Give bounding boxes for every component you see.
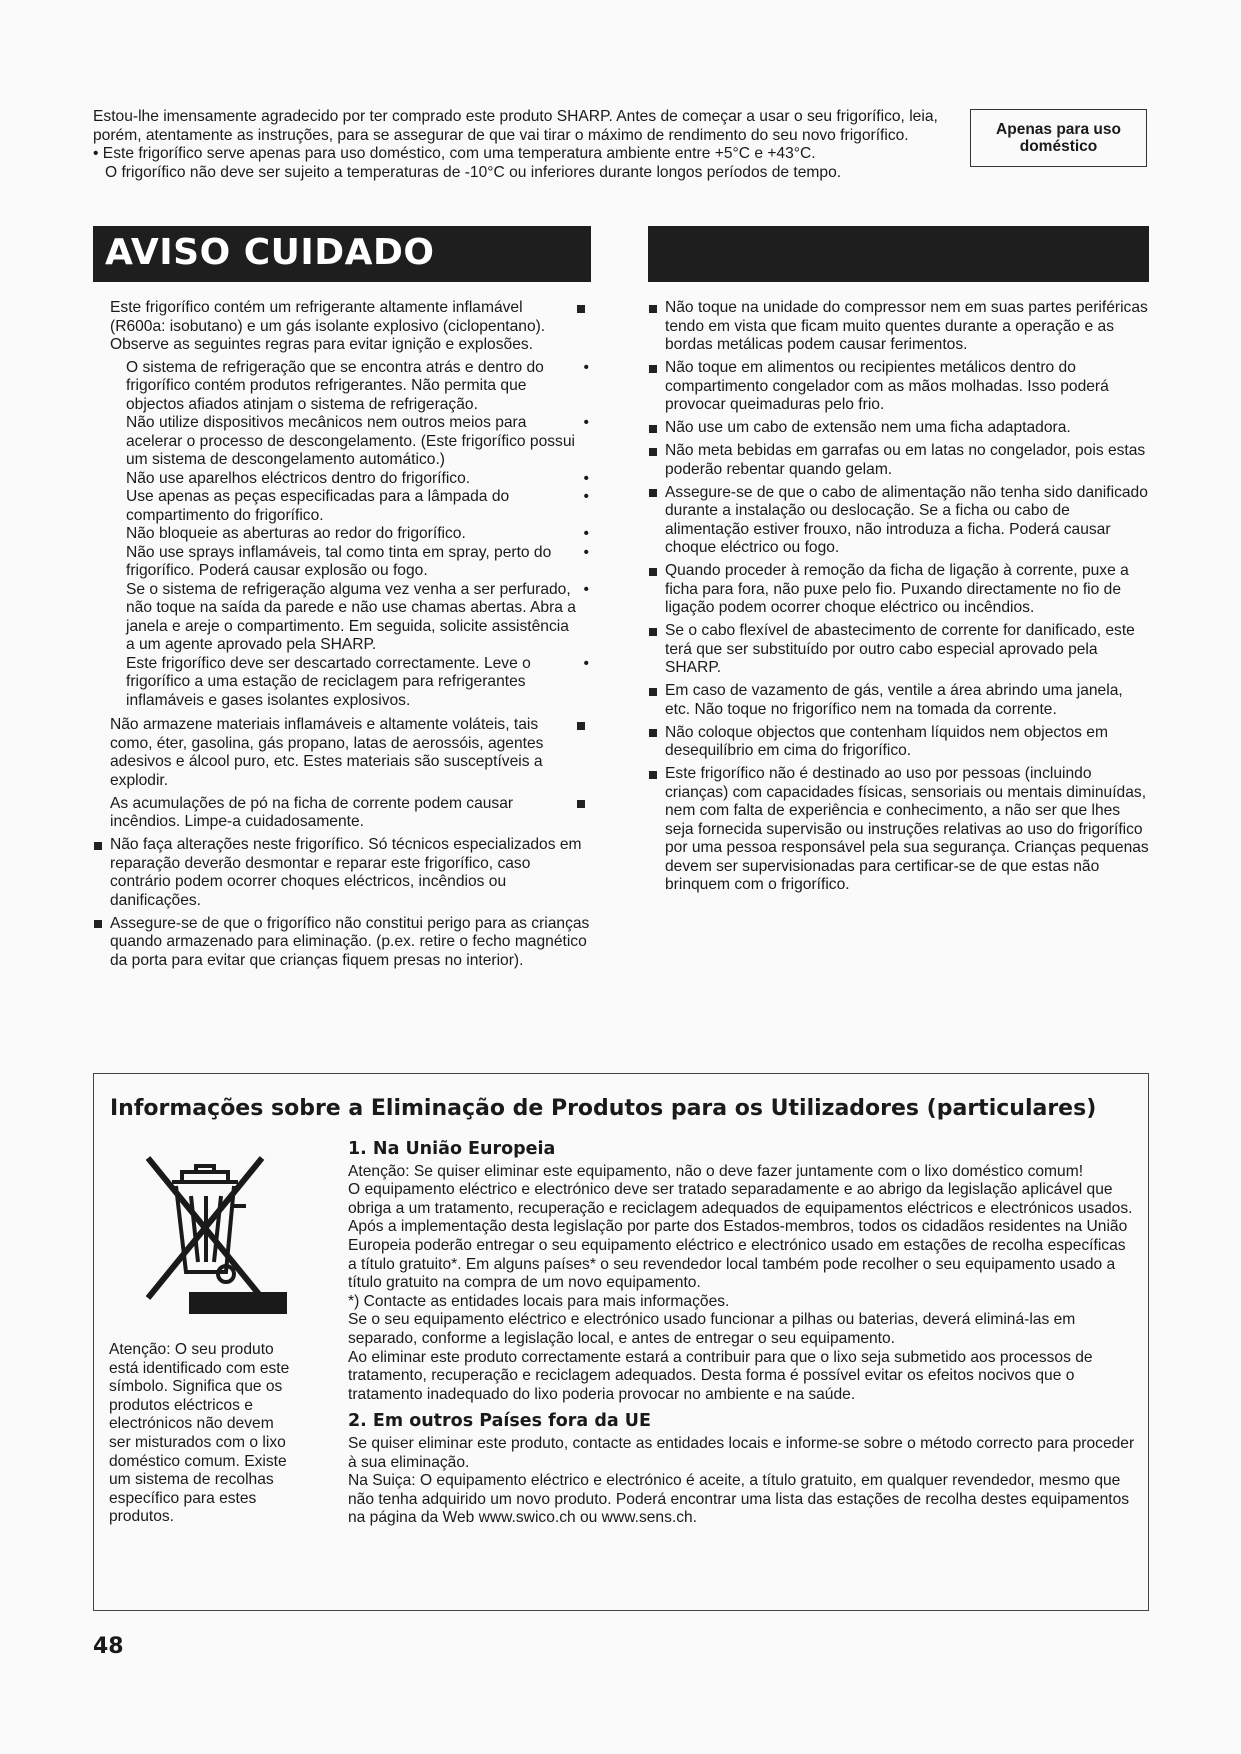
dot-bullet-icon: •: [583, 469, 589, 487]
list-item-text: Não use aparelhos eléctricos dentro do frigorífico.: [126, 469, 471, 487]
list-item-text: Não faça alterações neste frigorífico. Só técnicos especializados em reparação deverão desmontar e reparar este frigorífico, caso contrário podem ocorrer choques eléctricos, incêndios ou danificações.: [110, 836, 582, 909]
disposal-title: Informações sobre a Eliminação de Produtos para os Utilizadores (particulares): [110, 1096, 1097, 1121]
list-item-text: Não armazene materiais inflamáveis e altamente voláteis, tais como, éter, gasolina, gás propano, latas de aerossóis, agentes adesivos e álcool puro, etc. Estes materiais são susceptíveis a explodir.: [110, 716, 544, 789]
square-bullet-icon: [649, 489, 657, 497]
disposal-info-box: [93, 1073, 1149, 1611]
list-item: [648, 484, 1149, 558]
intro-bullet-line2: O frigorífico não deve ser sujeito a temperaturas de -10°C ou inferiores durante longos períodos de tempo.: [105, 163, 842, 181]
square-bullet-icon: [577, 305, 585, 313]
square-bullet-icon: [649, 365, 657, 373]
section1-paragraph: Após a implementação desta legislação por parte dos Estados-membros, todos os cidadãos residentes na União Europeia poderão entregar o seu equipamento eléctrico e electrónico usado em estações de recolha específicas a título gratuito*. Em alguns países* o seu revendedor local também pode recolher o seu equipamento usado a título gratuito na compra de um novo equipamento.: [348, 1218, 1128, 1292]
section1-paragraph: *) Contacte as entidades locais para mais informações.: [348, 1292, 730, 1310]
list-item: [93, 581, 591, 655]
list-item: [648, 682, 1149, 719]
list-item-text: Assegure-se de que o frigorífico não constitui perigo para as crianças quando armazenado para eliminação. (p.ex. retire o fecho magnético da porta para evitar que crianças fiquem presas no interior).: [110, 914, 590, 969]
list-item: [648, 442, 1149, 479]
list-item: [93, 414, 591, 470]
list-item: [93, 525, 591, 544]
list-item-text: O sistema de refrigeração que se encontra atrás e dentro do frigorífico contém produtos refrigerantes. Não permita que objectos afiados atinjam o sistema de refrigeração.: [126, 358, 544, 413]
refrigerant-warning-text: Este frigorífico contém um refrigerante altamente inflamável (R600a: isobutano) e um gás isolante explosivo (ciclopentano). Observe as seguintes regras para evitar ignição e explosões.: [110, 299, 546, 353]
square-bullet-icon: [649, 425, 657, 433]
list-item: [93, 836, 591, 910]
warning-right-column: [648, 299, 1149, 899]
square-bullet-icon: [649, 771, 657, 779]
list-item-text: Não utilize dispositivos mecânicos nem outros meios para acelerar o processo de descongelamento. (Este frigorífico possui um sistema de descongelamento automático.): [126, 414, 575, 468]
crossed-bin-svg: [134, 1146, 274, 1316]
list-item: [93, 655, 591, 711]
list-item-text: Não use um cabo de extensão nem uma ficha adaptadora.: [665, 419, 1071, 436]
disposal-main-text: [348, 1140, 1138, 1528]
list-item-text: Não toque na unidade do compressor nem em suas partes periféricas tendo em vista que ficam muito quentes durante a operação e as bordas metálicas podem causar ferimentos.: [665, 299, 1148, 353]
list-item: [648, 622, 1149, 678]
square-bullet-icon: [577, 800, 585, 808]
warning-left-column: [93, 299, 591, 975]
list-item: [93, 488, 591, 525]
warning-title: AVISO CUIDADO: [105, 232, 435, 273]
list-item-text: Não meta bebidas em garrafas ou em latas no congelador, pois estas poderão rebentar quando gelam.: [665, 442, 1146, 478]
square-bullet-icon: [577, 722, 585, 730]
weee-black-bar: [189, 1292, 287, 1314]
list-item-text: Não use sprays inflamáveis, tal como tinta em spray, perto do frigorífico. Poderá causar explosão ou fogo.: [126, 543, 552, 579]
page-number: 48: [93, 1634, 124, 1659]
symbol-note: [109, 1341, 294, 1527]
list-item: [648, 724, 1149, 761]
intro-paragraph: Estou-lhe imensamente agradecido por ter comprado este produto SHARP. Antes de começar a usar o seu frigorífico, leia, porém, atentamente as instruções, para se assegurar de que vai tirar o máximo de rendimento do seu novo frigorífico.: [93, 108, 938, 144]
section2-paragraph: Se quiser eliminar este produto, contacte as entidades locais e informe-se sobre o método correcto para proceder à sua eliminação.: [348, 1434, 1135, 1471]
dot-bullet-icon: •: [583, 488, 589, 505]
list-item-text: Não toque em alimentos ou recipientes metálicos dentro do compartimento congelador com as mãos molhadas. Isso poderá provocar queimaduras pelo frio.: [665, 359, 1109, 413]
list-item-text: As acumulações de pó na ficha de corrente podem causar incêndios. Limpe-a cuidadosamente.: [110, 794, 514, 830]
list-item-text: Se o cabo flexível de abastecimento de corrente for danificado, este terá que ser substituído por outro cabo especial aprovado pela SHARP.: [665, 622, 1135, 676]
domestic-use-box: [970, 109, 1147, 167]
warning-title-bar-right: [648, 226, 1149, 282]
dot-bullet-icon: •: [583, 525, 589, 542]
list-item-text: Não coloque objectos que contenham líquidos nem objectos em desequilíbrio em cima do frigorífico.: [665, 723, 1108, 759]
list-item-text: Use apenas as peças especificadas para a lâmpada do compartimento do frigorífico.: [126, 488, 510, 524]
square-bullet-icon: [649, 729, 657, 737]
refrigerant-warning: [93, 299, 591, 355]
list-item: [648, 562, 1149, 618]
dot-bullet-icon: •: [583, 414, 589, 431]
symbol-note-text: Atenção: O seu produto está identificado com este símbolo. Significa que os produtos eléctricos e electrónicos não devem ser misturados com o lixo doméstico comum. Existe um sistema de recolhas específico para estes produtos.: [109, 1341, 290, 1526]
list-item-text: Assegure-se de que o cabo de alimentação não tenha sido danificado durante a instalação ou deslocação. Se a ficha ou cabo de alimentação estiver frouxo, não introduza a ficha. Poderá causar choque eléctrico ou fogo.: [665, 483, 1148, 556]
square-bullet-icon: [649, 305, 657, 313]
square-bullet-icon: [649, 448, 657, 456]
list-item: [93, 716, 591, 790]
section2-paragraph: Na Suiça: O equipamento eléctrico e electrónico é aceite, a título gratuito, em qualquer revendedor, mesmo que não tenha adquirido um novo produto. Poderá encontrar uma lista das estações de recolha destes equipamentos na página da Web www.swico.ch ou www.sens.ch.: [348, 1472, 1130, 1527]
list-item: [648, 299, 1149, 355]
dot-bullet-icon: •: [583, 580, 589, 598]
list-item-text: Este frigorífico não é destinado ao uso por pessoas (incluindo crianças) com capacidades físicas, sensoriais ou mentais diminuídas, nem com falta de experiência e conhecimento, a não ser que lhes seja fornecida supervisão ou instruções relativas ao uso do frigorífico por uma pessoa responsável pela sua segurança. Crianças pequenas devem ser supervisionadas para certificar-se de que estas não brinquem com o frigorífico.: [665, 765, 1149, 893]
list-item: [648, 419, 1149, 438]
square-bullet-icon: [649, 568, 657, 576]
list-item: [648, 765, 1149, 895]
square-bullet-icon: [94, 842, 102, 850]
intro-bullet-line1: • Este frigorífico serve apenas para uso doméstico, com uma temperatura ambiente entre +5°C e +43°C.: [93, 145, 816, 162]
section1-paragraph: Ao eliminar este produto correctamente estará a contribuir para que o lixo seja submetido aos processos de tratamento, recuperação e reciclagem adequados. Desta forma é possível evitar os efeitos nocivos que o tratamento inadequado do lixo poderia provocar no ambiente e na saúde.: [348, 1348, 1093, 1403]
dot-bullet-icon: •: [583, 543, 589, 561]
list-item: [93, 795, 591, 832]
list-item-text: Este frigorífico deve ser descartado correctamente. Leve o frigorífico a uma estação de reciclagem para refrigerantes inflamáveis e gases isolantes explosivos.: [126, 654, 531, 709]
list-item-text: Não bloqueie as aberturas ao redor do frigorífico.: [126, 525, 466, 542]
domestic-use-label: Apenas para uso doméstico: [996, 121, 1121, 155]
list-item: [93, 359, 591, 415]
list-item-text: Em caso de vazamento de gás, ventile a área abrindo uma janela, etc. Não toque no frigorífico nem na tomada da corrente.: [665, 682, 1123, 718]
section2-heading: 2. Em outros Países fora da UE: [348, 1411, 651, 1432]
crossed-bin-icon: [134, 1146, 274, 1316]
section1-heading: 1. Na União Europeia: [348, 1139, 556, 1159]
square-bullet-icon: [649, 628, 657, 636]
list-item-text: Se o sistema de refrigeração alguma vez venha a ser perfurado, não toque na saída da parede e não use chamas abertas. Abra a janela e areje o compartimento. Em seguida, solicite assistência a um agente aprovado pela SHARP.: [126, 580, 576, 653]
list-item: [93, 470, 591, 489]
intro-section: [93, 108, 953, 182]
dot-bullet-icon: •: [583, 654, 589, 672]
section1-paragraph: Atenção: Se quiser eliminar este equipamento, não o deve fazer juntamente com o lixo doméstico comum!: [348, 1162, 1084, 1180]
square-bullet-icon: [94, 920, 102, 928]
list-item: [648, 359, 1149, 415]
list-item: [93, 915, 591, 971]
dot-bullet-icon: •: [583, 358, 589, 376]
list-item-text: Quando proceder à remoção da ficha de ligação à corrente, puxe a ficha para fora, não puxe pelo fio. Puxando directamente no fio de ligação podem ocorrer choque eléctrico ou incêndios.: [665, 562, 1129, 616]
section1-paragraph: O equipamento eléctrico e electrónico deve ser tratado separadamente e ao abrigo da legislação aplicável que obriga a um tratamento, recuperação e reciclagem adequados de equipamentos eléctricos e electrónicos usados.: [348, 1181, 1133, 1217]
warning-title-bar: [93, 226, 591, 282]
list-item: [93, 544, 591, 581]
section1-paragraph: Se o seu equipamento eléctrico e electrónico usado funcionar a pilhas ou baterias, deverá eliminá-las em separado, conforme a legislação local, e antes de entregar o seu equipamento.: [348, 1311, 1076, 1347]
square-bullet-icon: [649, 688, 657, 696]
